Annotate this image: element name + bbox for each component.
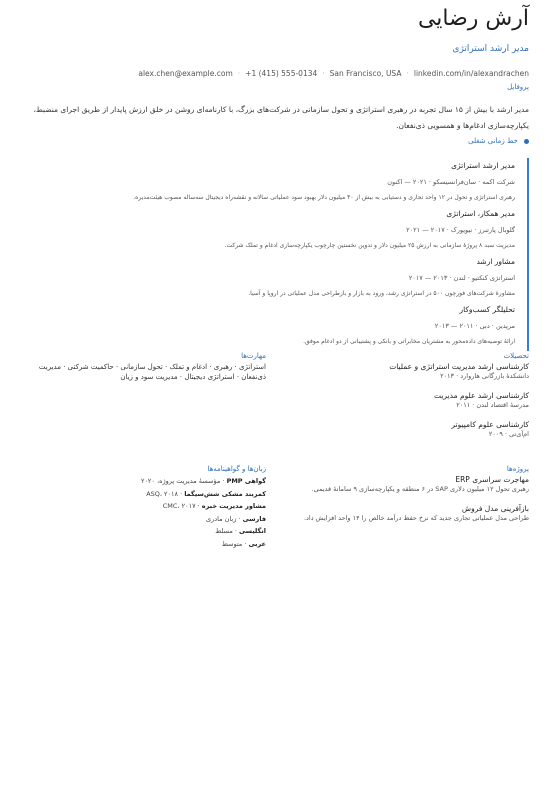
education-section [289, 352, 529, 439]
language-name: فارسی [242, 514, 266, 523]
separator: · [406, 69, 409, 78]
project-desc: طراحی مدل عملیاتی تجاری جدید که نرخ حفظ درآمد خالص را ۱۴ واحد افزایش داد. [303, 514, 529, 522]
cert-name: گواهی PMP [226, 477, 266, 485]
cert-name: کمربند مشکی شش‌سیگما [184, 489, 266, 498]
job-role: مدیر همکار، استراتژی [446, 209, 515, 218]
degree-school: ام‌آی‌تی · ۲۰۰۹ [488, 430, 529, 438]
cert-detail: مؤسسهٔ مدیریت پروژه، ۲۰۲۰ [140, 477, 221, 485]
skills-list: استراتژی · رهبری · ادغام و تملک · تحول سازمانی · حاکمیت شرکتی · مدیریت ذی‌نفعان · استراتژی دیجیتال · مدیریت سود و زیان [38, 363, 266, 381]
job-meta: مریدین · دبی · ۲۰۱۱ — ۲۰۱۳ [434, 322, 515, 330]
project-name: مهاجرت سراسری ERP [455, 475, 529, 484]
language-item: انگلیسی · مسلط [215, 527, 266, 535]
degree-school: مدرسهٔ اقتصاد لندن · ۲۰۱۱ [456, 401, 529, 409]
timeline-job [59, 158, 515, 206]
cert-detail: CMC، ۲۰۱۷ [162, 502, 196, 510]
career-timeline [59, 158, 529, 351]
timeline-heading [468, 137, 529, 145]
cert-item: کمربند مشکی شش‌سیگما · ASQ، ۲۰۱۸ [146, 489, 266, 498]
profile-heading: پروفایل [507, 83, 529, 91]
language-level: مسلط [215, 527, 233, 535]
phone-text: +1 (415) 555-0134 [245, 69, 318, 78]
separator: · [322, 69, 325, 78]
degree-title: کارشناسی ارشد مدیریت استراتژی و عملیات [389, 362, 529, 371]
person-headline: مدیر ارشد استراتژی [452, 44, 529, 54]
job-desc: رهبری استراتژی و تحول در ۱۲ واحد تجاری و دستیابی به بیش از ۴۰ میلیون دلار بهبود سود عملیاتی سالانه و نقشه‌راه دیجیتال سه‌ساله مصوب هیئت‌مدیره. [133, 194, 515, 201]
job-role: مشاور ارشد [476, 257, 515, 266]
timeline-job [59, 302, 515, 350]
cert-detail: ASQ، ۲۰۱۸ [146, 489, 179, 498]
timeline-job [59, 206, 515, 254]
job-meta: گلوبال پارتنرز · نیویورک · ۲۰۱۷ — ۲۰۲۱ [406, 226, 515, 234]
language-item: عربی · متوسط [221, 539, 266, 548]
skills-section [26, 352, 266, 382]
job-meta: شرکت اکمه · سان‌فرانسیسکو · ۲۰۲۱ — اکنون [387, 178, 515, 186]
job-meta: استراتژی کنکتیو · لندن · ۲۰۱۳ — ۲۰۱۷ [408, 274, 515, 282]
profile-summary: مدیر ارشد با بیش از ۱۵ سال تجربه در رهبری استراتژی و تحول سازمانی در شرکت‌های بزرگ، با کارنامه‌ای روشن در خلق ارزش پایدار از طریق اجرای منضبط، یکپارچه‌سازی ادغام‌ها و همسویی ذی‌نفعان. [33, 105, 529, 130]
language-level: زبان مادری [206, 514, 237, 523]
certs-heading: زبان‌ها و گواهینامه‌ها [207, 465, 266, 473]
person-name: آرش رضایی [417, 6, 529, 31]
bullet-dot-icon [524, 139, 529, 144]
skills-heading: مهارت‌ها [241, 352, 266, 360]
cert-item: مشاور مدیریت خبره · CMC، ۲۰۱۷ [162, 502, 266, 510]
language-level: متوسط [221, 539, 243, 548]
contact-line [138, 69, 529, 78]
degree-title: کارشناسی ارشد علوم مدیریت [433, 391, 529, 400]
linkedin-link[interactable]: linkedin.com/in/alexandrachen [413, 69, 529, 78]
email-link[interactable]: alex.chen@example.com [138, 69, 233, 78]
degree-title: کارشناسی علوم کامپیوتر [451, 420, 529, 429]
job-role: تحلیلگر کسب‌وکار [459, 305, 515, 314]
job-desc: ارائهٔ توصیه‌های داده‌محور به مشتریان مخابراتی و بانکی و پشتیبانی از دو ادغام موفق. [303, 338, 515, 345]
degree-school: دانشکدهٔ بازرگانی هاروارد · ۲۰۱۳ [440, 372, 529, 380]
project-name: بازآفرینی مدل فروش [461, 504, 529, 513]
language-name: انگلیسی [239, 527, 266, 535]
project-desc: رهبری تحول ۱۲ میلیون دلاری SAP در ۶ منطقه و یکپارچه‌سازی ۹ سامانهٔ قدیمی. [311, 485, 529, 493]
education-heading: تحصیلات [503, 352, 529, 360]
projects-section [289, 465, 529, 523]
job-role: مدیر ارشد استراتژی [451, 161, 515, 170]
certs-section [26, 465, 266, 550]
job-desc: مشاورهٔ شرکت‌های فورچون ۵۰۰ در استراتژی رشد، ورود به بازار و بازطراحی مدل عملیاتی در اروپا و آسیا. [248, 290, 515, 297]
job-desc: مدیریت سبد ۸ پروژهٔ سازمانی به ارزش ۲۵ میلیون دلار و تدوین نخستین چارچوب یکپارچه‌سازی ادغام و تملک شرکت. [224, 242, 515, 249]
language-item: فارسی · زبان مادری [206, 514, 266, 523]
separator: · [237, 69, 241, 78]
projects-heading: پروژه‌ها [506, 465, 529, 473]
cert-name: مشاور مدیریت خبره [201, 502, 266, 510]
cert-item: گواهی PMP · مؤسسهٔ مدیریت پروژه، ۲۰۲۰ [140, 477, 266, 485]
language-name: عربی [248, 539, 266, 548]
timeline-heading-label: خط زمانی شغلی [468, 137, 518, 145]
location-text: San Francisco, USA [329, 69, 402, 78]
timeline-job [59, 254, 515, 302]
